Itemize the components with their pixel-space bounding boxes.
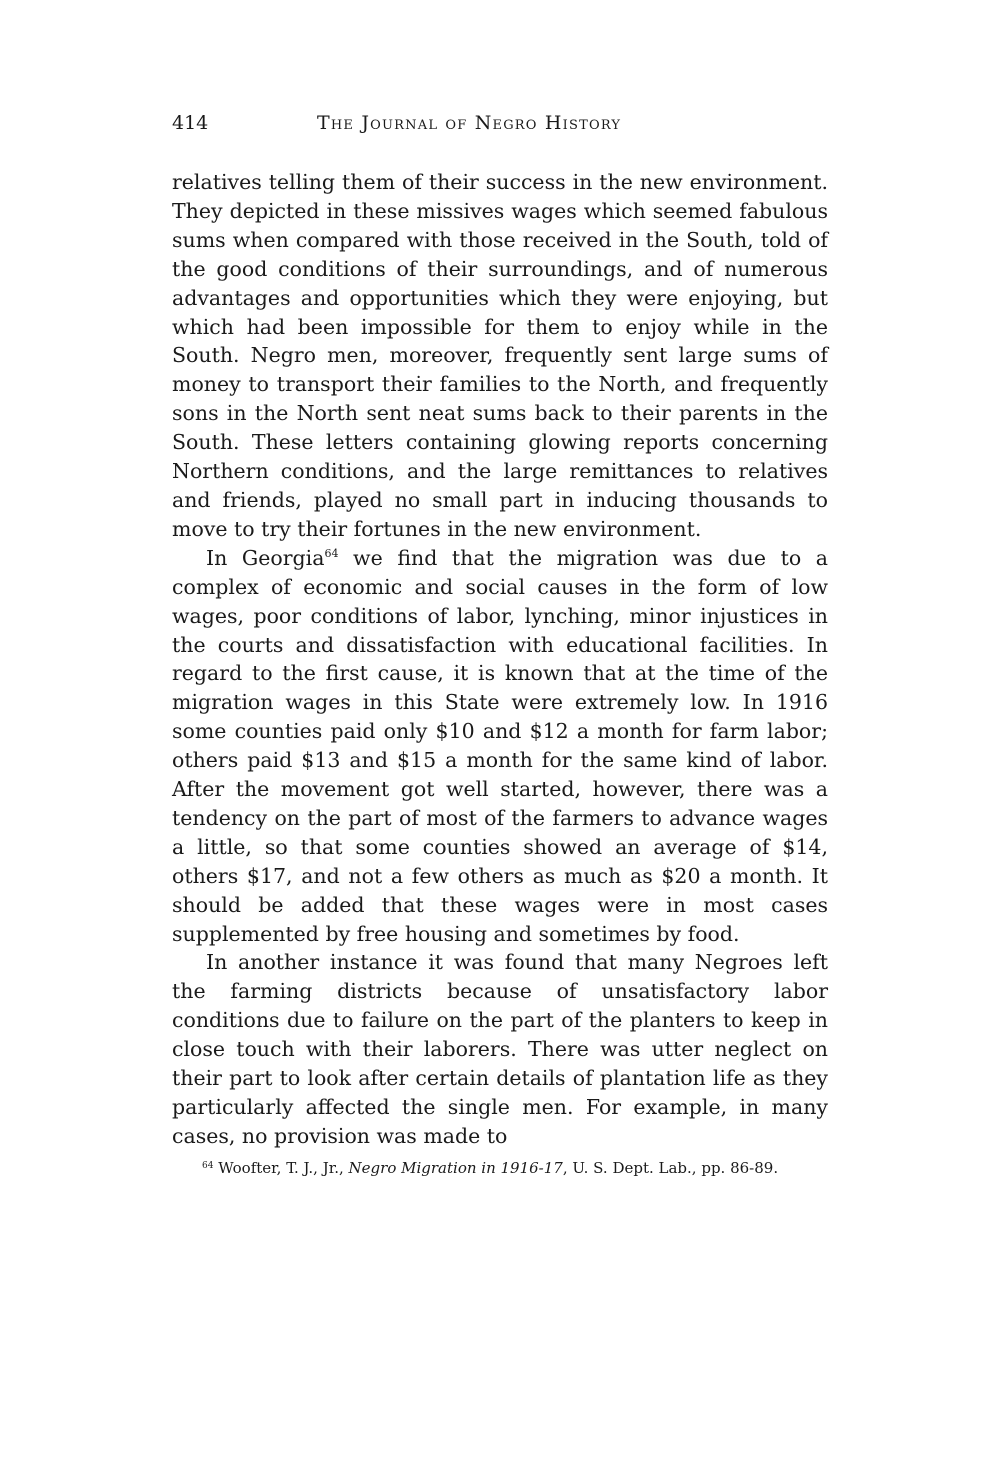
footnote-title: Negro Migration in 1916-17: [348, 1158, 563, 1177]
page-header: [172, 112, 828, 148]
paragraph-3: In another instance it was found that many Negroes left the farming districts because of unsatisfactory labor conditions due to failure on the part of the planters to keep in close touch with their laborers. There was utter neglect on their part to look after certain details of plantation life as they particularly affected the single men. For example, in many cases, no provision was made to: [172, 950, 828, 1148]
footnote-author: Woofter, T. J., Jr.,: [218, 1158, 349, 1177]
paragraph-2-body: we find that the migration was due to a complex of economic and social causes in the form of low wages, poor conditions of labor, lynching, minor injustices in the courts and dissatisfaction with educational facilities. In regard to the first cause, it is known that at the time of the migration wages in this State were extremely low. In 1916 some counties paid only $10 and $12 a month for farm labor; others paid $13 and $15 a month for the same kind of labor. After the movement got well started, however, there was a tendency on the part of most of the farmers to advance wages a little, so that some counties showed an average of $14, others $17, and not a few others as much as $20 a month. It should be added that these wages were in most cases supplemented by free housing and sometimes by food.: [172, 545, 828, 946]
document-page: [172, 112, 828, 1178]
footnote-mark: 64: [202, 1160, 214, 1171]
footnote-citation: , U. S. Dept. Lab., pp. 86-89.: [562, 1158, 779, 1177]
running-title: The Journal of Negro History: [317, 112, 622, 134]
paragraph-1: relatives telling them of their success in the new environment. They depicted in these missives wages which seemed fabulous sums when compared with those received in the South, told of the good conditions of their surroundings, and of numerous advantages and opportunities which they were enjoying, but which had been impossible for them to enjoy while in the South. Negro men, moreover, frequently sent large sums of money to transport their families to the North, and frequently sons in the North sent neat sums back to their parents in the South. These letters containing glowing reports concerning Northern conditions, and the large remittances to relatives and friends, played no small part in inducing thousands to move to try their fortunes in the new environment.: [172, 170, 828, 541]
paragraph-2: [172, 544, 828, 949]
footnote: [172, 1157, 828, 1178]
footnote-reference[interactable]: 64: [324, 546, 339, 560]
paragraph-2-lead: In Georgia: [206, 545, 325, 570]
page-number: 414: [172, 112, 209, 134]
